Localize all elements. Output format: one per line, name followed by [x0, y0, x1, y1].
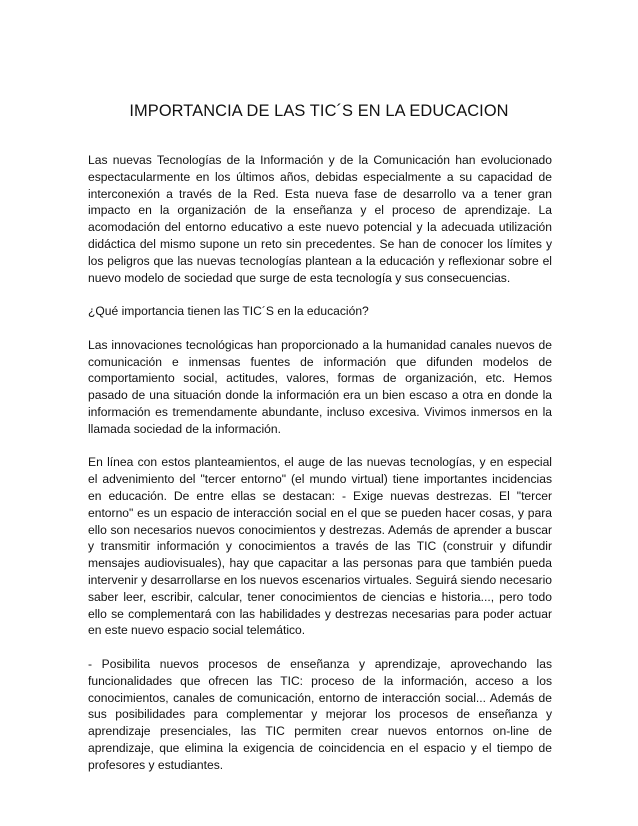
document-title: IMPORTANCIA DE LAS TIC´S EN LA EDUCACION [129, 102, 509, 120]
paragraph-third-environment: En línea con estos planteamientos, el auge de las nuevas tecnologías, y en especial el advenimiento del "tercer entorno" (el mundo virtual) tiene importantes incidencias en educación. De entre ellas se destacan: - Exige nuevas destrezas. El "tercer entorno" es un espacio de interacción social en el que se pueden hacer cosas, y para ello son necesarios nuevos conocimientos y destrezas. Además de aprender a buscar y transmitir información y conocimientos a través de las TIC (construir y difundir mensajes audiovisuales), hay que capacitar a las personas para que también pueda intervenir y desarrollarse en los nuevos escenarios virtuales. Seguirá siendo necesario saber leer, escribir, calcular, tener conocimientos de ciencias e historia..., pero todo ello se complementará con las habilidades y destrezas necesarias para poder actuar en este nuevo espacio social telemático. [88, 455, 552, 638]
paragraph-innovations: Las innovaciones tecnológicas han proporcionado a la humanidad canales nuevos de comunicación e inmensas fuentes de información que difunden modelos de comportamiento social, actitudes, valores, formas de organización, etc. Hemos pasado de una situación donde la información era un bien escaso a otra en donde la información es tremendamente abundante, incluso excesiva. Vivimos inmersos en la llamada sociedad de la información. [88, 337, 552, 436]
document-body [88, 152, 552, 790]
paragraph-new-processes: - Posibilita nuevos procesos de enseñanza y aprendizaje, aprovechando las funcionalidades que ofrecen las TIC: proceso de la información, acceso a los conocimientos, canales de comunicación, entorno de interacción social... Además de sus posibilidades para complementar y mejorar los procesos de enseñanza y aprendizaje presenciales, las TIC permiten crear nuevos entornos on-line de aprendizaje, que elimina la exigencia de coincidencia en el espacio y el tiempo de profesores y estudiantes. [88, 656, 552, 772]
paragraph-question: ¿Qué importancia tienen las TIC´S en la educación? [88, 304, 369, 319]
paragraph-intro: Las nuevas Tecnologías de la Información y de la Comunicación han evolucionado espectacularmente en los últimos años, debidas especialmente a su capacidad de interconexión a través de la Red. Esta nueva fase de desarrollo va a tener gran impacto en la organización de la enseñanza y el proceso de aprendizaje. La acomodación del entorno educativo a este nuevo potencial y la adecuada utilización didáctica del mismo supone un reto sin precedentes. Se han de conocer los límites y los peligros que las nuevas tecnologías plantean a la educación y reflexionar sobre el nuevo modelo de sociedad que surge de esta tecnología y sus consecuencias. [88, 153, 552, 285]
